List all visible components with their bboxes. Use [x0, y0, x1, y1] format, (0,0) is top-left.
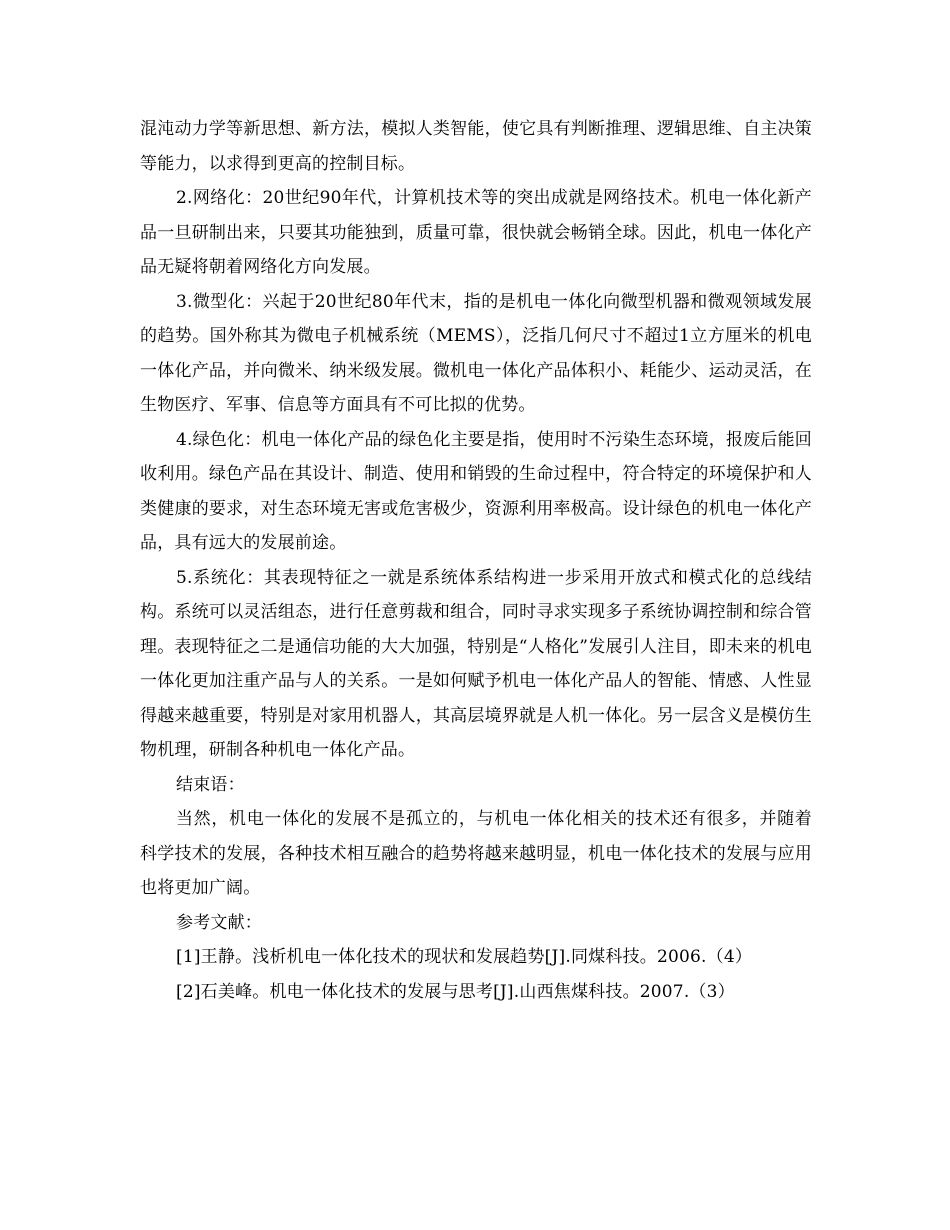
document-page — [140, 112, 812, 1009]
paragraph-networking: 2.网络化：20世纪90年代，计算机技术等的突出成就是网络技术。机电一体化新产品一旦研制出来，只要其功能独到，质量可靠，很快就会畅销全球。因此，机电一体化产品无疑将朝着网络化方向发展。 — [140, 188, 812, 277]
references-heading: 参考文献： — [176, 912, 262, 933]
paragraph-green: 4.绿色化：机电一体化产品的绿色化主要是指，使用时不污染生态环境，报废后能回收利用。绿色产品在其设计、制造、使用和销毁的生命过程中，符合特定的环境保护和人类健康的要求，对生态环境无害或危害极少，资源利用率极高。设计绿色的机电一体化产品，具有远大的发展前途。 — [140, 429, 812, 553]
conclusion-heading: 结束语： — [176, 774, 245, 795]
paragraph-miniaturization: 3.微型化：兴起于20世纪80年代末，指的是机电一体化向微型机器和微观领域发展的趋势。国外称其为微电子机械系统（MEMS），泛指几何尺寸不超过1立方厘米的机电一体化产品，并向微米、纳米级发展。微机电一体化产品体积小、耗能少、运动灵活，在生物医疗、军事、信息等方面具有不可比拟的优势。 — [140, 291, 812, 415]
paragraph-intro-continuation: 混沌动力学等新思想、新方法，模拟人类智能，使它具有判断推理、逻辑思维、自主决策等能力，以求得到更高的控制目标。 — [140, 119, 812, 174]
reference-item-1: [1]王静。浅析机电一体化技术的现状和发展趋势[J].同煤科技。2006.（4） — [176, 947, 753, 967]
paragraph-conclusion: 当然，机电一体化的发展不是孤立的，与机电一体化相关的技术还有很多，并随着科学技术的发展，各种技术相互融合的趋势将越来越明显，机电一体化技术的发展与应用也将更加广阔。 — [140, 809, 812, 898]
paragraph-systematization: 5.系统化：其表现特征之一就是系统体系结构进一步采用开放式和模式化的总线结构。系统可以灵活组态，进行任意剪裁和组合，同时寻求实现多子系统协调控制和综合管理。表现特征之二是通信功能的大大加强，特别是“人格化”发展引人注目，即未来的机电一体化更加注重产品与人的关系。一是如何赋予机电一体化产品人的智能、情感、人性显得越来越重要，特别是对家用机器人，其高层境界就是人机一体化。另一层含义是模仿生物机理，研制各种机电一体化产品。 — [140, 567, 812, 760]
reference-item-2: [2]石美峰。机电一体化技术的发展与思考[J].山西焦煤科技。2007.（3） — [176, 981, 735, 1002]
